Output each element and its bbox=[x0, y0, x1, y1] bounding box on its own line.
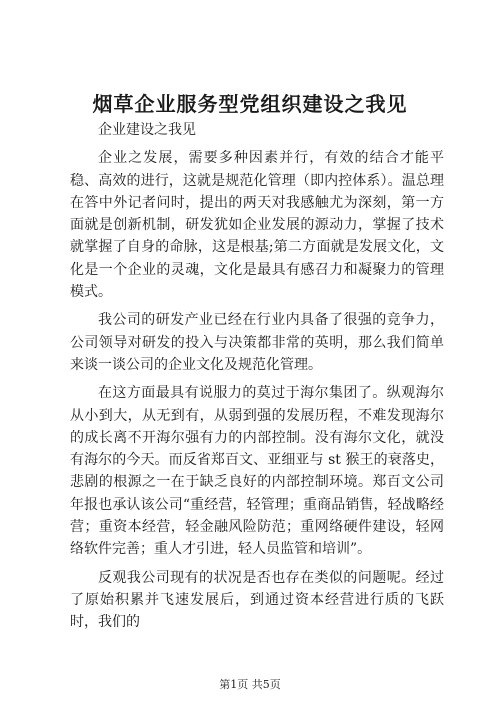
paragraph: 企业之发展，需要多种因素并行，有效的结合才能平稳、高效的进行，这就是规范化管理（即内控体系）。温总理在答中外记者问时，提出的两天对我感触尤为深刻，第一方面就是创新机制，研发犹如企业发展的源动力，掌握了技术就掌握了自身的命脉，这是根基;第二方面就是发展文化，文化是一个企业的灵魂，文化是最具有感召力和凝聚力的管理模式。 bbox=[70, 150, 444, 301]
document-body bbox=[70, 119, 444, 640]
paragraph: 反观我公司现有的状况是否也存在类似的问题呢。经过了原始积累并飞速发展后，到通过资本经营进行质的飞跃时，我们的 bbox=[70, 569, 444, 631]
page-number-footer: 第1页 共5页 bbox=[219, 678, 281, 691]
paragraph: 在这方面最具有说服力的莫过于海尔集团了。纵观海尔从小到大，从无到有，从弱到强的发展历程，不难发现海尔的成长离不开海尔强有力的内部控制。没有海尔文化，就没有海尔的今天。而反省郑百文、亚细亚与 st 猴王的衰落史，悲剧的根源之一在于缺乏良好的内部控制环境。郑百文公司年报也承认该公司“重经营，轻管理；重商品销售，轻战略经营；重资本经营，轻金融风险防范；重网络硬件建设，轻网络软件完善；重人才引进，轻人员监管和培训”。 bbox=[70, 385, 444, 558]
paragraph: 我公司的研发产业已经在行业内具备了很强的竞争力，公司领导对研发的投入与决策都非常的英明，那么我们简单来谈一谈公司的企业文化及规范化管理。 bbox=[70, 312, 444, 373]
document-title: 烟草企业服务型党组织建设之我见 bbox=[92, 92, 408, 116]
paragraph: 企业建设之我见 bbox=[98, 122, 196, 138]
